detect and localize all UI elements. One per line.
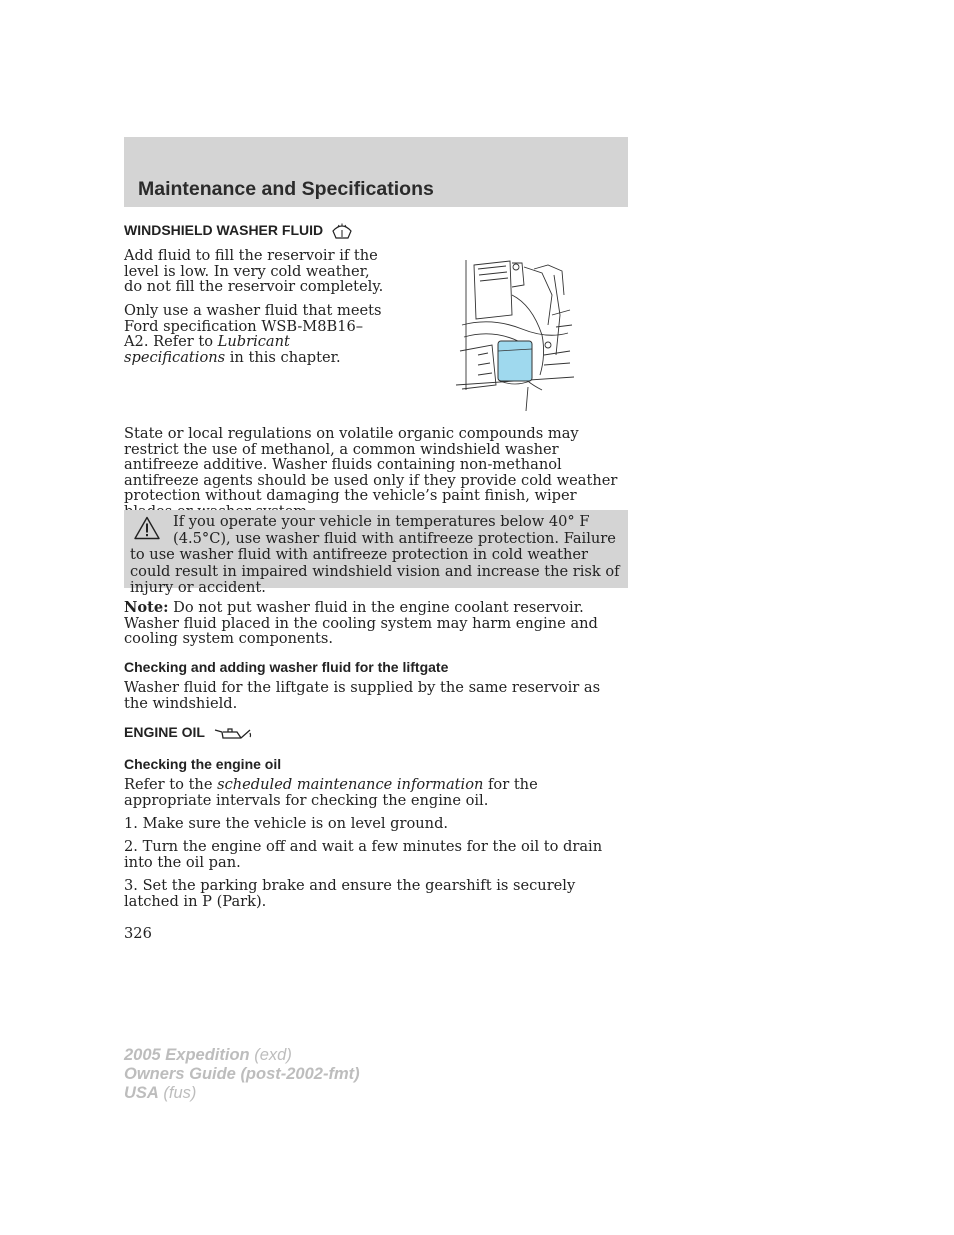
oil-step-2: 2. Turn the engine off and wait a few minutes for the oil to drain into the oil pan.	[124, 838, 603, 871]
note-text: Do not put washer fluid in the engine coolant reservoir. Washer fluid placed in the cooling system may harm engine and cooling system components.	[124, 599, 598, 647]
oil-paragraph-1	[124, 777, 628, 808]
section-title: Maintenance and Specifications	[138, 178, 434, 200]
footer-model: 2005 Expedition	[124, 1046, 250, 1064]
washer-paragraph-3: State or local regulations on volatile organic compounds may restrict the use of methanol, a common windshield washer antifreeze additive. Washer fluids containing non-methanol antifreeze agents should be used only if they provide cold weather protection without damaging the vehicle’s paint finish, wiper	[124, 425, 618, 504]
washer-fluid-icon	[331, 222, 353, 240]
oil-step-1: 1. Make sure the vehicle is on level ground.	[124, 815, 449, 832]
liftgate-paragraph: Washer fluid for the liftgate is supplied by the same reservoir as the windshield.	[124, 679, 601, 712]
engine-oil-heading-text: ENGINE OIL	[124, 724, 205, 740]
washer-paragraph-2	[124, 303, 384, 365]
section-header-band	[124, 137, 628, 207]
footer-line-1	[124, 1046, 360, 1065]
oil-paragraph-1-b: for the appropriate intervals for checking the engine oil.	[124, 776, 538, 809]
oil-can-icon	[213, 724, 253, 742]
lubricant-specifications-ref: Lubricant specifications	[124, 333, 290, 366]
washer-reservoir	[498, 341, 532, 381]
footer-line-2: Owners Guide (post-2002-fmt)	[124, 1065, 360, 1083]
footer-market: USA	[124, 1084, 159, 1102]
footer-line-3	[124, 1084, 360, 1103]
engine-oil-heading	[124, 724, 253, 742]
checking-oil-heading: Checking the engine oil	[124, 756, 282, 772]
washer-paragraph-2-a: Only use a washer fluid that meets Ford specification WSB-M8B16–A2. Refer to	[124, 302, 382, 350]
footer-document-id	[124, 1046, 360, 1103]
scheduled-maintenance-ref: scheduled maintenance information	[217, 776, 484, 793]
washer-fluid-heading-text: WINDSHIELD WASHER FLUID	[124, 222, 324, 238]
page-number: 326	[124, 925, 152, 942]
oil-step-3: 3. Set the parking brake and ensure the gearshift is securely latched in P (Park).	[124, 877, 576, 910]
note-label: Note:	[124, 599, 169, 616]
washer-reservoir-illustration	[452, 255, 574, 412]
note-paragraph	[124, 600, 628, 647]
washer-paragraph-2-b: in this chapter.	[225, 348, 341, 366]
warning-text: If you operate your vehicle in temperatures below 40° F (4.5°C), use washer fluid with antifreeze protection. Failure to use washer fluid with antifreeze protection in cold weather could result in impaired windshield vision and increase the risk of injury or accident.	[130, 513, 620, 596]
footer-market-code: (fus)	[158, 1084, 197, 1102]
washer-paragraph-1: Add fluid to fill the reservoir if the level is low. In very cold weather, do not fill the reservoir completely.	[124, 247, 384, 295]
warning-box	[124, 510, 628, 596]
oil-paragraph-1-a: Refer to the	[124, 776, 218, 793]
footer-model-code: (exd)	[249, 1046, 292, 1064]
washer-fluid-heading	[124, 222, 353, 240]
liftgate-heading: Checking and adding washer fluid for the liftgate	[124, 659, 449, 675]
